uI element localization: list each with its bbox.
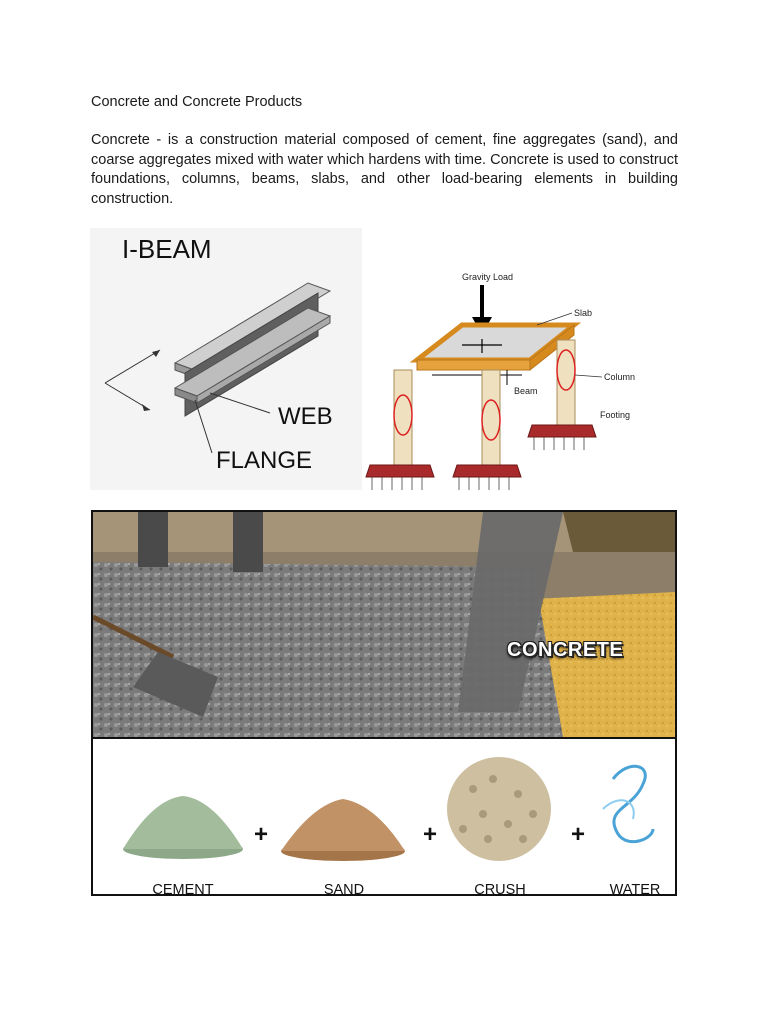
concrete-pour-photo (93, 512, 675, 737)
plus-sign: + (253, 821, 268, 848)
slab-label: Slab (574, 308, 593, 318)
ingredient-label-cement: CEMENT (152, 882, 214, 896)
beam-label: Beam (514, 386, 538, 396)
ingredient-label-sand: SAND (323, 882, 365, 896)
web-label: WEB (278, 403, 333, 430)
water-splash-image (613, 766, 653, 841)
structural-frame-figure (362, 265, 647, 495)
concrete-badge: CONCRETE (507, 639, 624, 661)
sand-pile-image (281, 799, 405, 851)
ingredient-label-water: WATER (609, 882, 661, 896)
gravity-load-label: Gravity Load (462, 272, 514, 282)
structural-frame-illustration (362, 265, 647, 495)
plus-sign: + (570, 821, 585, 848)
i-beam-figure (90, 228, 362, 490)
i-beam-illustration (90, 228, 362, 490)
ingredients-panel (93, 739, 675, 894)
concrete-infographic (91, 510, 677, 896)
concrete-definition-paragraph: Concrete - is a construction material composed of cement, fine aggregates (sand), and coarse aggregates mixed with water which hardens with time. Concrete is used to construct foundations, columns, beams, slabs, and other load-bearing elements in building construction. (91, 132, 678, 207)
footing-label: Footing (600, 410, 631, 420)
ingredient-label-crush: CRUSH (474, 882, 526, 896)
flange-label: FLANGE (216, 447, 313, 474)
document-title: Concrete and Concrete Products (91, 94, 303, 110)
i-beam-title: I-BEAM (122, 234, 212, 264)
column-label: Column (604, 372, 636, 382)
plus-sign: + (422, 821, 437, 848)
crush-pile-image (447, 757, 551, 861)
